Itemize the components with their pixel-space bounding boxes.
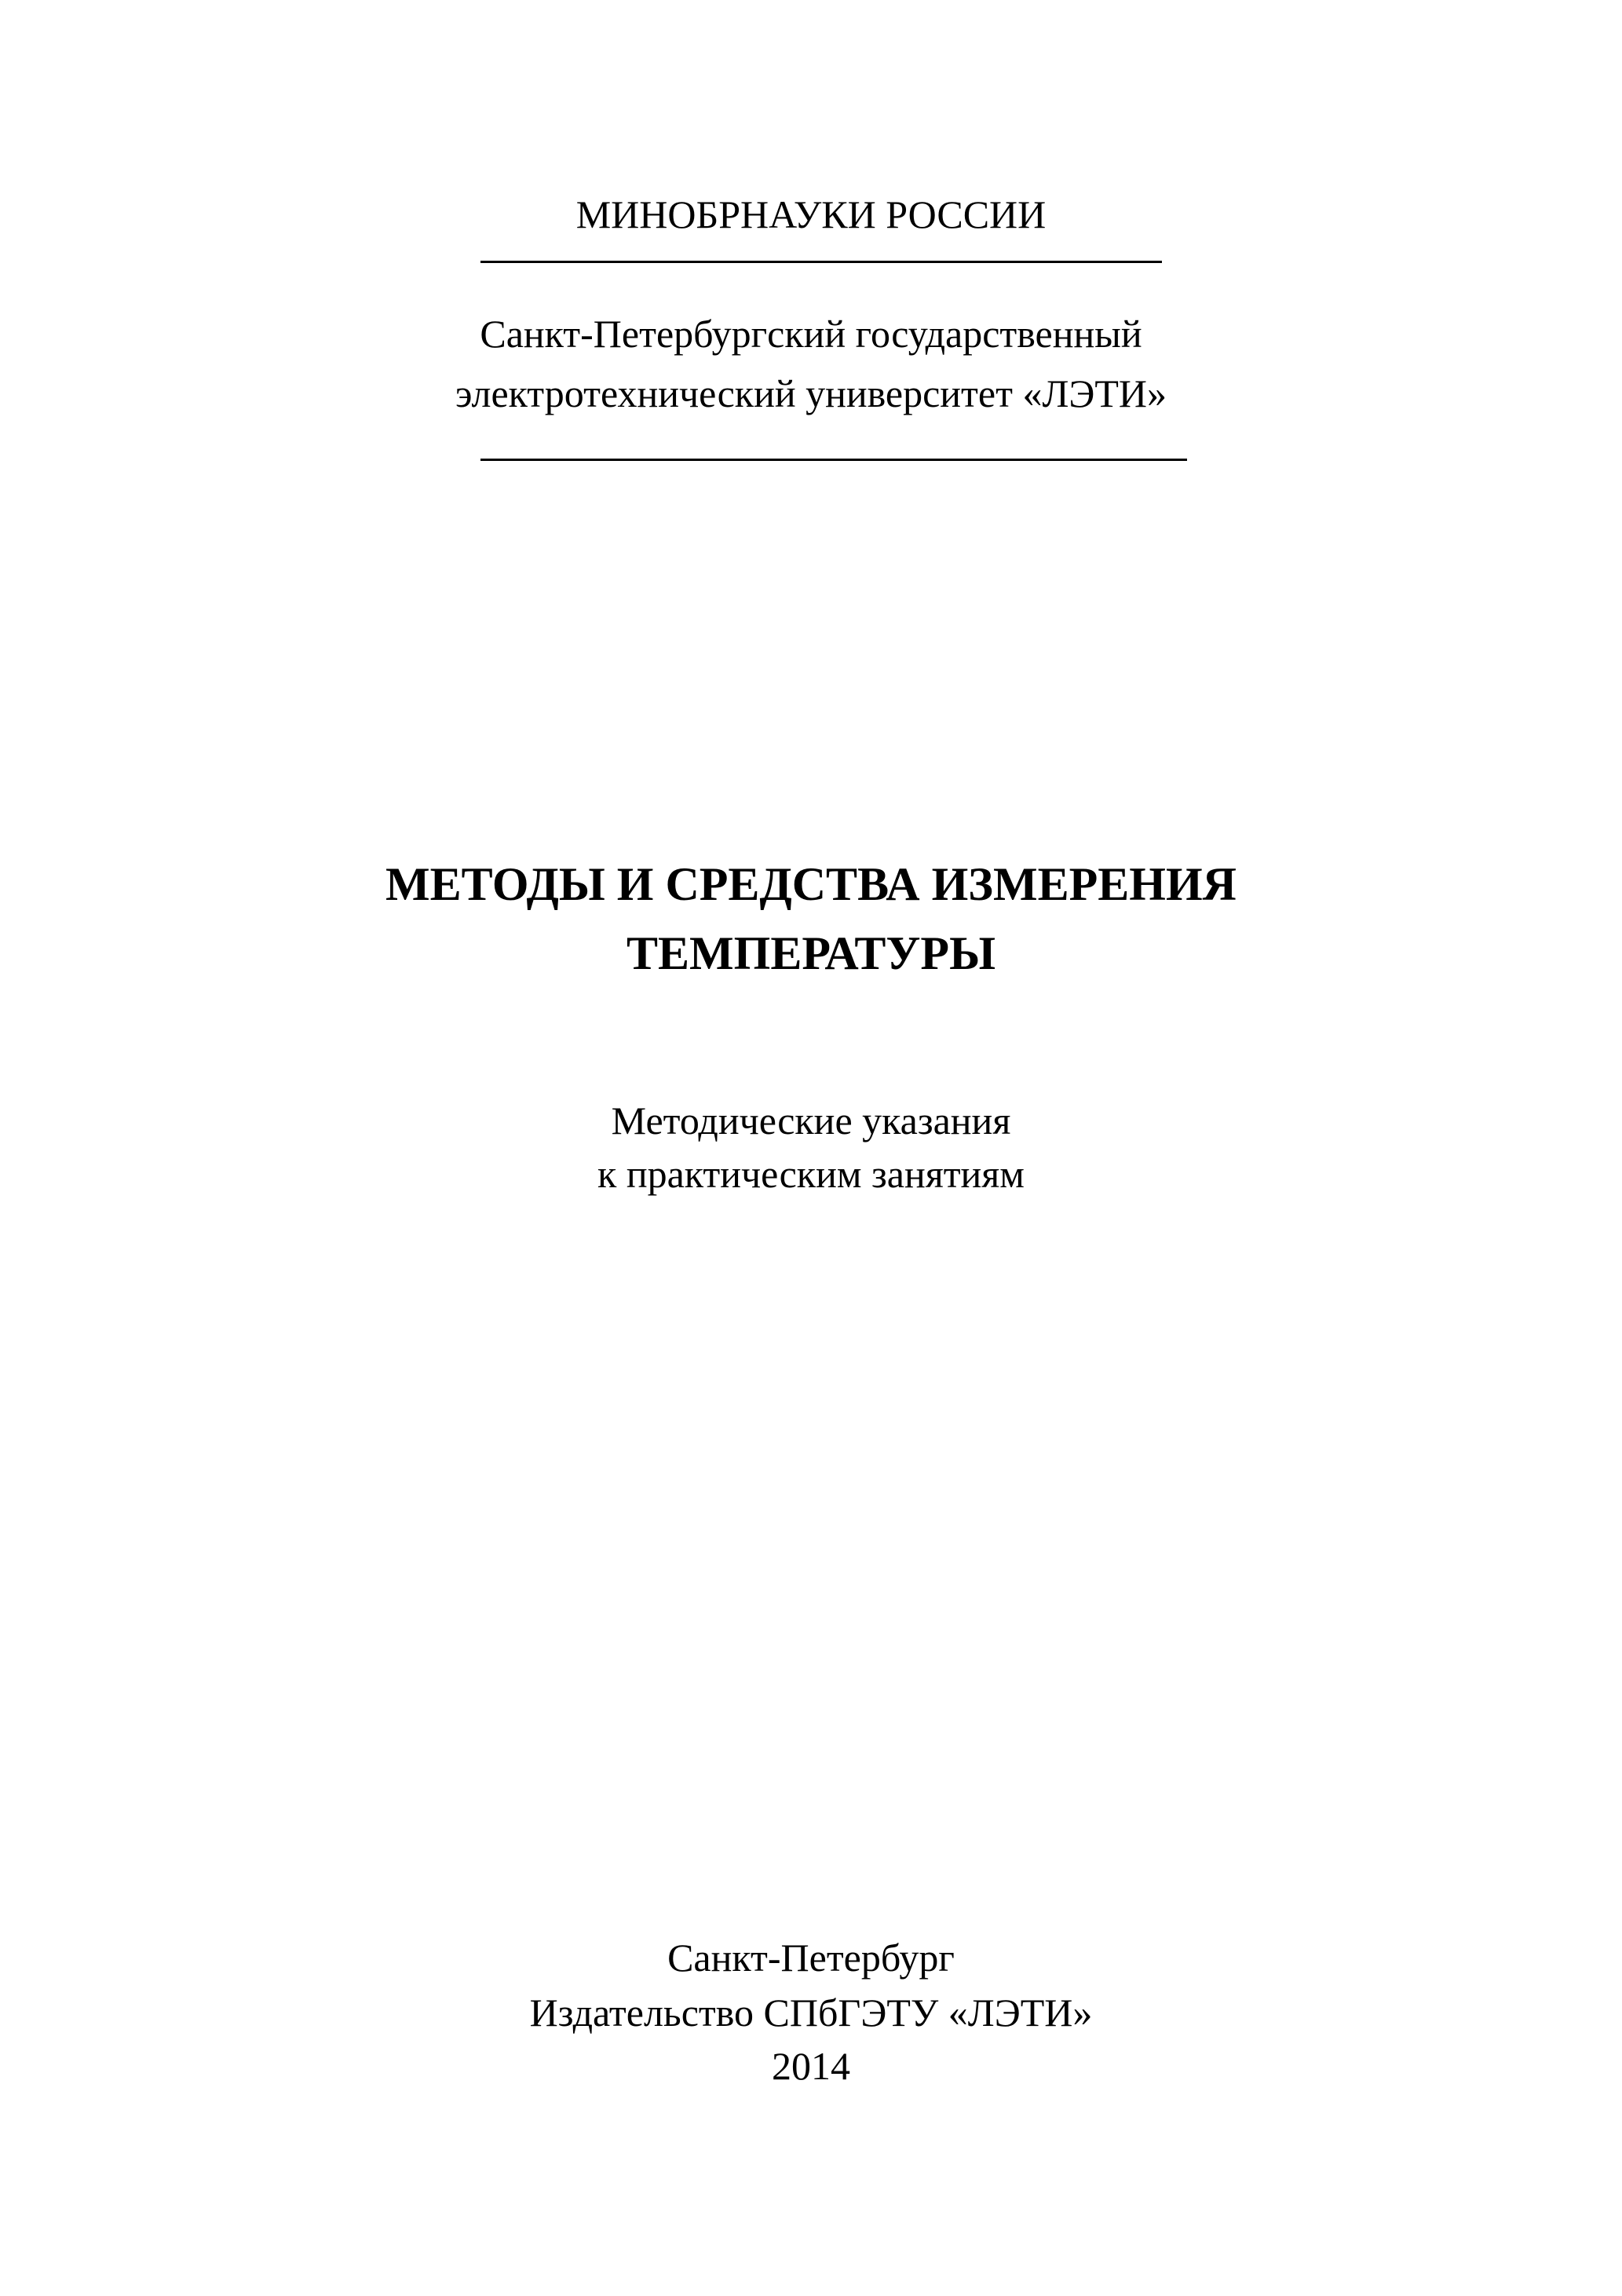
subtitle-line-2: к практическим занятиям (597, 1152, 1025, 1196)
imprint-publisher: Издательство СПбГЭТУ «ЛЭТИ» (529, 1991, 1093, 2035)
top-divider (480, 261, 1162, 263)
subtitle-line-1: Методические указания (611, 1099, 1011, 1143)
imprint-city: Санкт-Петербург (667, 1936, 955, 1980)
university-name-line-2: электротехнический университет «ЛЭТИ» (455, 371, 1167, 415)
document-title-line-1: МЕТОДЫ И СРЕДСТВА ИЗМЕРЕНИЯ (385, 858, 1237, 910)
university-name-line-1: Санкт-Петербургский государственный (480, 312, 1142, 356)
bottom-divider (480, 459, 1187, 461)
document-title-line-2: ТЕМПЕРАТУРЫ (626, 927, 995, 979)
ministry-name: МИНОБРНАУКИ РОССИИ (575, 192, 1047, 236)
imprint-year: 2014 (772, 2044, 850, 2088)
